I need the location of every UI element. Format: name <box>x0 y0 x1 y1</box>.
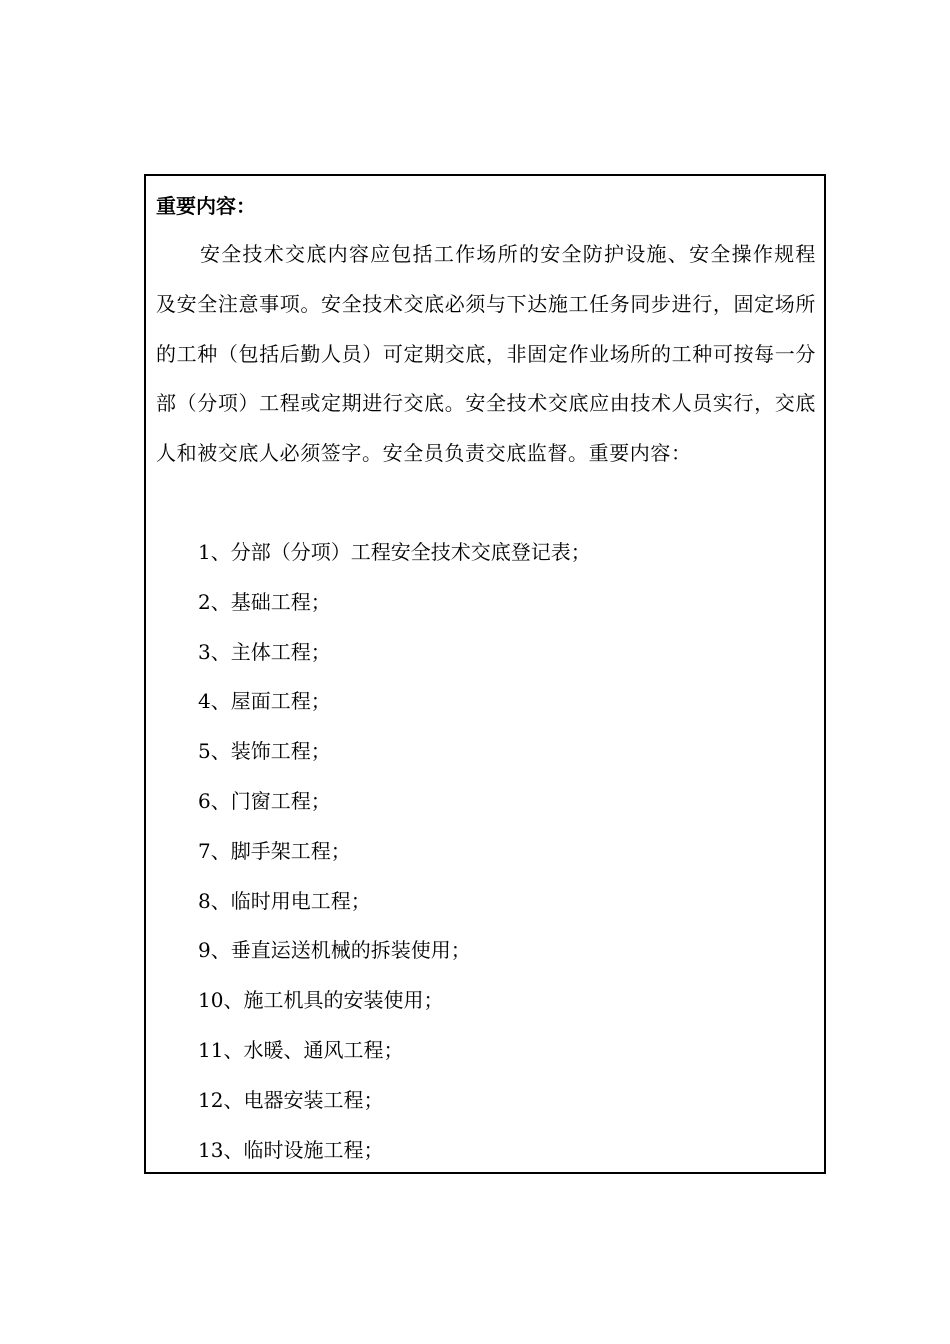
list-item: 4、屋面工程； <box>198 689 331 714</box>
list-item: 10、施工机具的安装使用； <box>198 988 444 1013</box>
list-item: 8、临时用电工程； <box>198 888 371 913</box>
list-item: 2、基础工程； <box>198 589 331 614</box>
content-list <box>198 528 591 1175</box>
list-item: 7、脚手架工程； <box>198 838 351 863</box>
list-item: 11、水暖、通风工程； <box>198 1037 404 1062</box>
list-item: 5、装饰工程； <box>198 739 331 764</box>
list-item: 6、门窗工程； <box>198 788 331 813</box>
list-item: 13、临时设施工程； <box>198 1137 384 1162</box>
intro-paragraph: 安全技术交底内容应包括工作场所的安全防护设施、安全操作规程及安全注意事项。安全技术交底必须与下达施工任务同步进行，固定场所的工种（包括后勤人员）可定期交底，非固定作业场所的工种可按每一分部（分项）工程或定期进行交底。安全技术交底应由技术人员实行，交底人和被交底人必须签字。安全员负责交底监督。重要内容： <box>156 242 816 466</box>
list-item: 1、分部（分项）工程安全技术交底登记表； <box>198 540 591 564</box>
content-box <box>144 174 826 1174</box>
section-heading: 重要内容： <box>156 194 256 218</box>
list-item: 3、主体工程； <box>198 639 331 664</box>
list-item: 9、垂直运送机械的拆装使用； <box>198 938 471 963</box>
list-item: 12、电器安装工程； <box>198 1087 384 1112</box>
